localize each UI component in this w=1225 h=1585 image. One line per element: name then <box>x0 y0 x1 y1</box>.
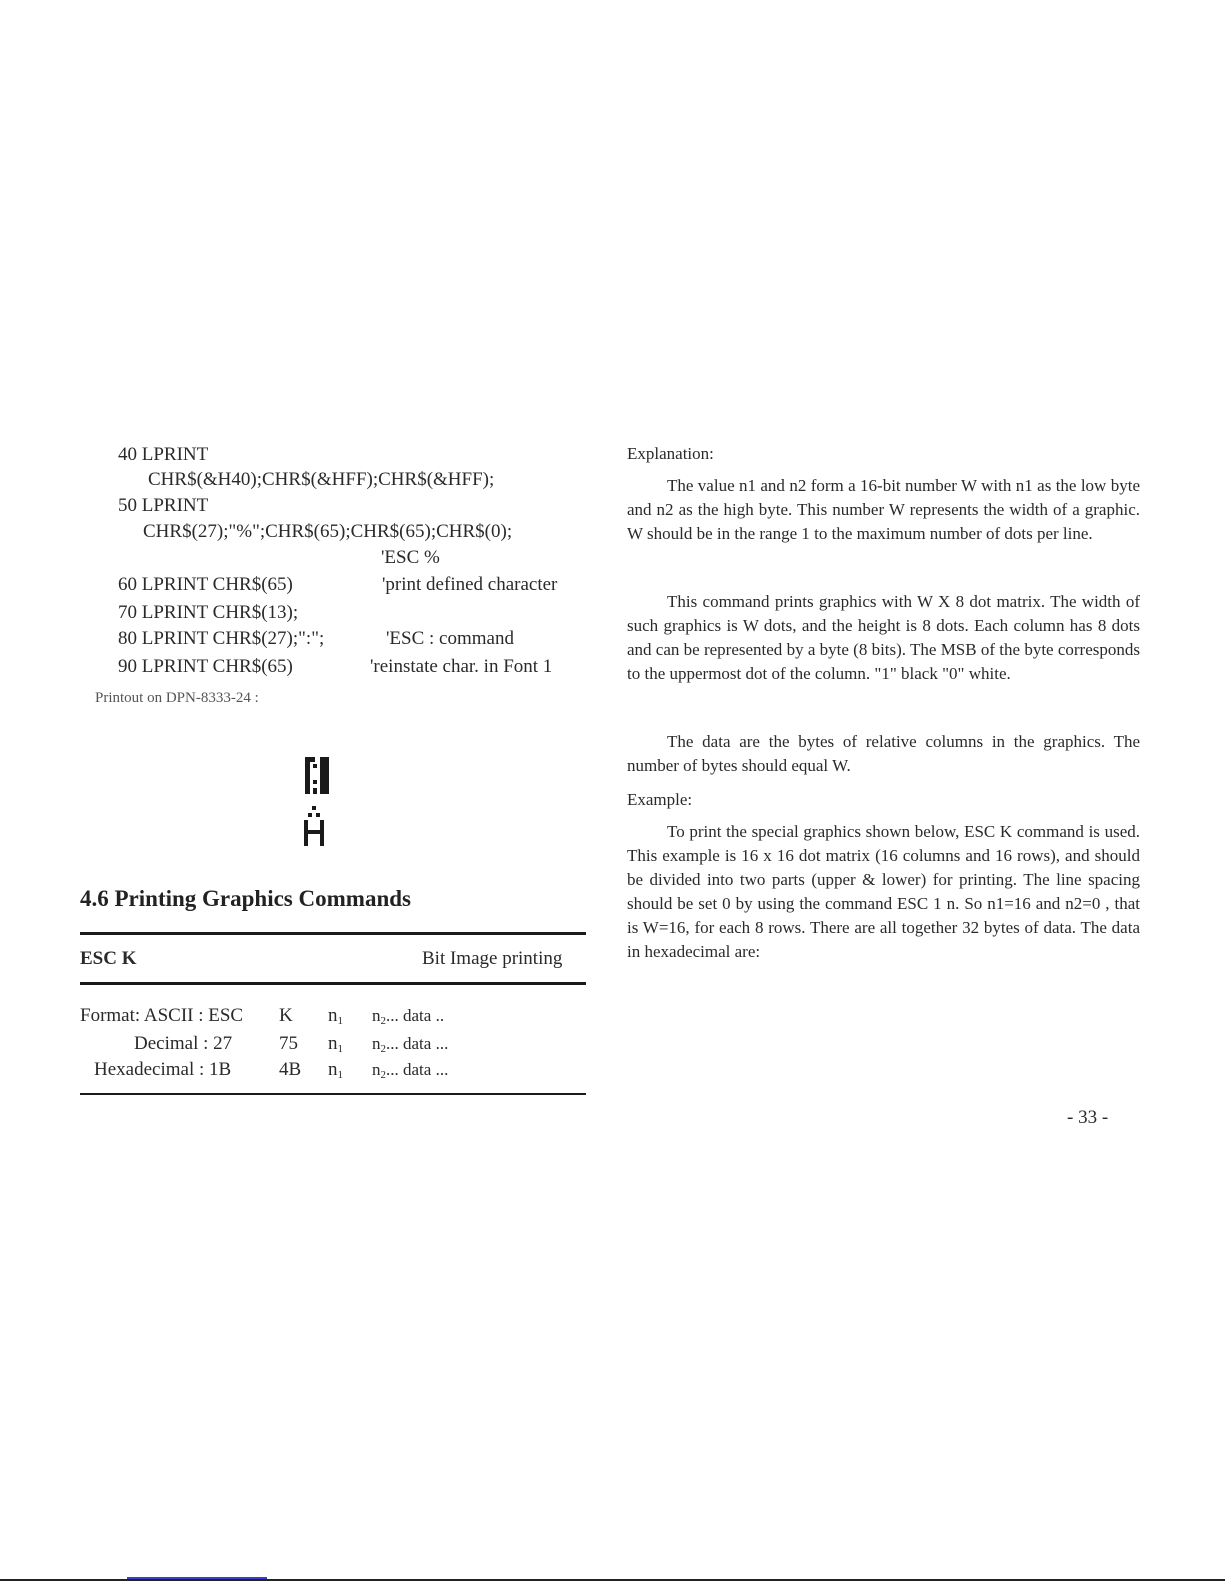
code-comment-60: 'print defined character <box>382 574 558 595</box>
format-row-decimal-n1: $n_1$ <box>328 1033 343 1055</box>
printout-defined-char-image <box>302 752 334 800</box>
command-name: ESC K <box>80 948 137 969</box>
code-comment-80: 'ESC : command <box>386 628 514 649</box>
command-description: Bit Image printing <box>422 948 563 969</box>
code-line-50: 50 LPRINT <box>118 495 209 516</box>
explanation-label: Explanation: <box>627 444 714 463</box>
format-row-hex-n1: $n_1$ <box>328 1059 343 1081</box>
page-bottom-line <box>0 1579 1225 1581</box>
format-row-ascii-c2: K <box>279 1005 293 1026</box>
format-row-decimal-c2: 75 <box>279 1033 298 1054</box>
command-top-rule <box>80 932 586 935</box>
command-mid-rule <box>80 982 586 985</box>
format-row-decimal-label: Decimal : 27 <box>134 1033 233 1054</box>
example-paragraph: To print the special graphics shown below, ESC K command is used. This example is 16 x 16 dot matrix (16 columns and 16 rows), and should be divided into two parts (upper & lower) for printing. The line spacing should be set 0 by using the command ESC 1 n. So n1=16 and n2=0 , that is W=16, for each 8 rows. There are all together 32 bytes of data. The data in hexadecimal are: <box>627 822 1140 961</box>
format-row-hex-rest: $n_2$... data ... <box>372 1060 449 1081</box>
format-row-ascii-label: Format: ASCII : ESC <box>80 1005 244 1026</box>
footer-link-underline <box>127 1577 267 1579</box>
format-row-ascii-rest: $n_2$... data .. <box>372 1006 445 1027</box>
code-line-40: 40 LPRINT <box>118 444 209 465</box>
explanation-paragraph-1: The value n1 and n2 form a 16-bit number W with n1 as the low byte and n2 as the high byte. This number W represents the width of a graphic. W should be in the range 1 to the maximum number of dots per line. <box>627 476 1140 543</box>
format-row-hex-c2: 4B <box>279 1059 302 1080</box>
section-title: 4.6 Printing Graphics Commands <box>80 886 411 911</box>
page-number: - 33 - <box>1067 1107 1109 1128</box>
code-line-40-cont: CHR$(&H40);CHR$(&HFF);CHR$(&HFF); <box>148 469 495 490</box>
code-line-70: 70 LPRINT CHR$(13); <box>118 602 299 623</box>
code-line-80: 80 LPRINT CHR$(27);":"; <box>118 628 325 649</box>
code-comment-esc-percent: 'ESC % <box>381 547 440 568</box>
explanation-paragraph-2: This command prints graphics with W X 8 dot matrix. The width of such graphics is W dots, and the height is 8 dots. Each column has 8 dots and can be represented by a byte (8 bits). The MSB of the byte corresponds to the uppermost dot of the column. "1" black "0" white. <box>627 592 1140 683</box>
printout-font1-a-image <box>300 806 330 848</box>
format-row-ascii-n1: $n_1$ <box>328 1005 343 1027</box>
printout-label: Printout on DPN-8333-24 : <box>95 690 259 706</box>
code-line-60: 60 LPRINT CHR$(65) <box>118 574 293 595</box>
example-label: Example: <box>627 790 693 809</box>
format-row-decimal-rest: $n_2$... data ... <box>372 1034 449 1055</box>
format-bottom-rule <box>80 1093 586 1095</box>
code-line-50-cont: CHR$(27);"%";CHR$(65);CHR$(65);CHR$(0); <box>143 521 513 542</box>
code-comment-90: 'reinstate char. in Font 1 <box>370 656 553 677</box>
explanation-paragraph-3: The data are the bytes of relative columns in the graphics. The number of bytes should equal W. <box>627 732 1140 775</box>
format-row-hex-label: Hexadecimal : 1B <box>94 1059 232 1080</box>
code-line-90: 90 LPRINT CHR$(65) <box>118 656 293 677</box>
